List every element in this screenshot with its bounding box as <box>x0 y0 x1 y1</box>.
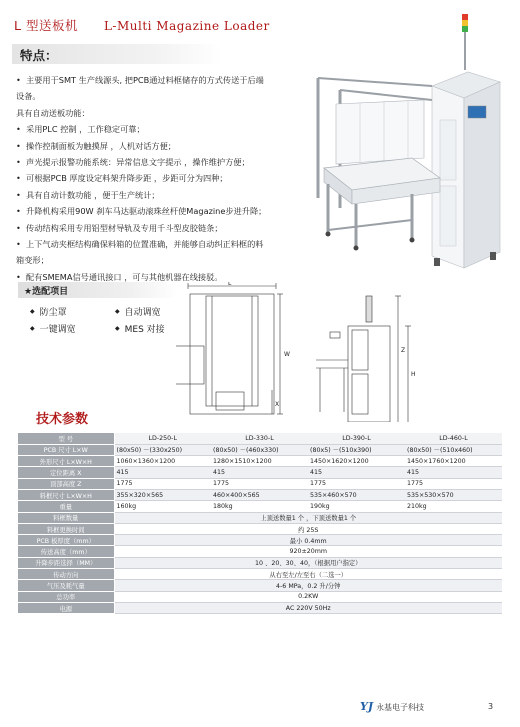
option-item: ◆ 防尘罩 <box>30 304 115 321</box>
option-item: ◆ 自动调宽 <box>115 304 200 321</box>
dim-label-w: W <box>284 351 290 358</box>
spec-cell: 上顶送数量1 个 ，下顶送数量1 个 <box>114 512 502 523</box>
footer-brand <box>360 700 424 713</box>
spec-row-label: 传动方向 <box>18 569 114 580</box>
spec-cell: 415 <box>114 467 211 478</box>
spec-cell: 535×530×570 <box>405 489 502 500</box>
page-number: 3 <box>488 702 494 711</box>
spec-cell: 1450×1620×1200 <box>308 456 405 467</box>
specs-heading: 技术参数 <box>36 412 89 427</box>
feature-item: • 可根据PCB 厚度设定料架升降步距 ，步距可分为四种； <box>16 170 316 186</box>
spec-cell: (80x50) －(330x250) <box>114 444 211 455</box>
spec-row-label: PCB 尺寸 L×W <box>18 444 114 455</box>
spec-cell: 460×400×565 <box>211 489 308 500</box>
spec-cell: 190kg <box>308 501 405 512</box>
spec-row <box>18 569 502 580</box>
spec-row-label: 定位距离 X <box>18 467 114 478</box>
spec-cell: 约 25S <box>114 523 502 534</box>
dim-label-h: H <box>411 371 416 378</box>
dim-label-x: X <box>275 401 280 408</box>
feature-item: • 主要用于SMT 生产线源头, 把PCB通过料框储存的方式传送于后端 <box>16 72 316 88</box>
feature-item: • 声光提示报警功能系统：异常信息文字提示 ，操作维护方便； <box>16 154 316 170</box>
spec-cell: (80x5) －(510x390) <box>308 444 405 455</box>
spec-cell: 355×320×565 <box>114 489 211 500</box>
spec-cell: 1775 <box>114 478 211 489</box>
spec-row-label: 外形尺寸 L×W×H <box>18 456 114 467</box>
spec-row <box>18 580 502 591</box>
spec-row <box>18 456 502 467</box>
spec-row-label: 传送高度（mm） <box>18 546 114 557</box>
spec-table <box>18 433 502 614</box>
feature-item: • 采用PLC 控制 ，工作稳定可靠； <box>16 121 316 137</box>
spec-cell: 160kg <box>114 501 211 512</box>
feature-item: 设备。 <box>16 91 41 102</box>
spec-cell: 4-6 MPa，0.2 升/分钟 <box>114 580 502 591</box>
spec-row-label: 气压及耗气量 <box>18 580 114 591</box>
spec-model-header: LD-390-L <box>308 433 405 444</box>
spec-row-label: 总功率 <box>18 591 114 602</box>
option-item: ◆ MES 对接 <box>115 321 200 338</box>
spec-row-label: PCB 板厚度（mm） <box>18 535 114 546</box>
spec-cell: (80x50) －(510x460) <box>405 444 502 455</box>
spec-cell: 180kg <box>211 501 308 512</box>
spec-model-header: LD-330-L <box>211 433 308 444</box>
feature-item: • 具有自动计数功能 ，便于生产统计； <box>16 187 316 203</box>
options-heading: ★选配项目 <box>18 282 178 298</box>
spec-cell: 从右至左/左至右（二选一） <box>114 569 502 580</box>
spec-cell: 210kg <box>405 501 502 512</box>
spec-model-header: LD-460-L <box>405 433 502 444</box>
feature-item: • 传动结构采用专用铝型材导轨及专用千斗型皮胶链条； <box>16 220 316 236</box>
spec-row <box>18 557 502 568</box>
feature-item: 具有自动送板功能： <box>16 107 90 118</box>
feature-item: • 升降机构采用90W 刹车马达驱动滚珠丝杆使Magazine步进升降； <box>16 203 316 219</box>
spec-model-header: LD-250-L <box>114 433 211 444</box>
feature-item: • 操作控制面板为触摸屏 ，人机对话方便； <box>16 138 316 154</box>
spec-row-label: 顶部高度 Z <box>18 478 114 489</box>
title-english: L-Multi Magazine Loader <box>103 19 270 33</box>
title-chinese: L 型送板机 <box>14 18 78 33</box>
dim-label-z: Z <box>401 347 406 354</box>
spec-row <box>18 512 502 523</box>
spec-row-label: 升降步距选择（MM） <box>18 557 114 568</box>
spec-row <box>18 478 502 489</box>
spec-cell: 415 <box>308 467 405 478</box>
spec-cell: 1775 <box>211 478 308 489</box>
spec-row <box>18 523 502 534</box>
spec-row-label: 重量 <box>18 501 114 512</box>
spec-cell: 920±20mm <box>114 546 502 557</box>
machine-illustration <box>300 8 510 278</box>
spec-cell: 415 <box>405 467 502 478</box>
spec-cell: 535×460×570 <box>308 489 405 500</box>
spec-cell: 最小 0.4mm <box>114 535 502 546</box>
features-list <box>16 72 316 285</box>
spec-cell: 1280×1510×1200 <box>211 456 308 467</box>
spec-row-label: 电源 <box>18 602 114 613</box>
page-title <box>14 16 270 34</box>
spec-cell: AC 220V 50Hz <box>114 602 502 613</box>
spec-row <box>18 535 502 546</box>
spec-cell: 1450×1760×1200 <box>405 456 502 467</box>
dimension-drawing <box>176 282 516 422</box>
spec-cell: 1060×1360×1200 <box>114 456 211 467</box>
spec-header-label: 型 号 <box>18 433 114 444</box>
spec-row <box>18 602 502 613</box>
spec-row <box>18 444 502 455</box>
spec-row <box>18 489 502 500</box>
spec-cell: 415 <box>211 467 308 478</box>
spec-row-label: 料框尺寸 L×W×H <box>18 489 114 500</box>
spec-row <box>18 591 502 602</box>
company-logo: YJ <box>360 700 374 713</box>
spec-row <box>18 546 502 557</box>
spec-cell: (80x50) －(460x330) <box>211 444 308 455</box>
spec-header-row <box>18 433 502 444</box>
spec-cell: 10 、20、30、40，（根据用户指定） <box>114 557 502 568</box>
spec-cell: 1775 <box>405 478 502 489</box>
spec-row <box>18 467 502 478</box>
features-heading: 特点： <box>12 44 222 64</box>
feature-item: • 上下气动夹框结构确保料箱的位置准确，并能够自动纠正料框的料 <box>16 236 316 252</box>
dim-label-l: L <box>228 282 232 287</box>
spec-cell: 1775 <box>308 478 405 489</box>
spec-row-label: 料框更换时间 <box>18 523 114 534</box>
feature-item: • 配有SMEMA信号通讯接口 ，可与其他机器在线接驳。 <box>16 269 316 285</box>
option-item: ◆ 一键调宽 <box>30 321 115 338</box>
feature-item: 箱变形； <box>16 255 49 266</box>
spec-cell: 0.2KW <box>114 591 502 602</box>
spec-row-label: 料框数量 <box>18 512 114 523</box>
spec-row <box>18 501 502 512</box>
company-name: 永基电子科技 <box>376 703 425 712</box>
